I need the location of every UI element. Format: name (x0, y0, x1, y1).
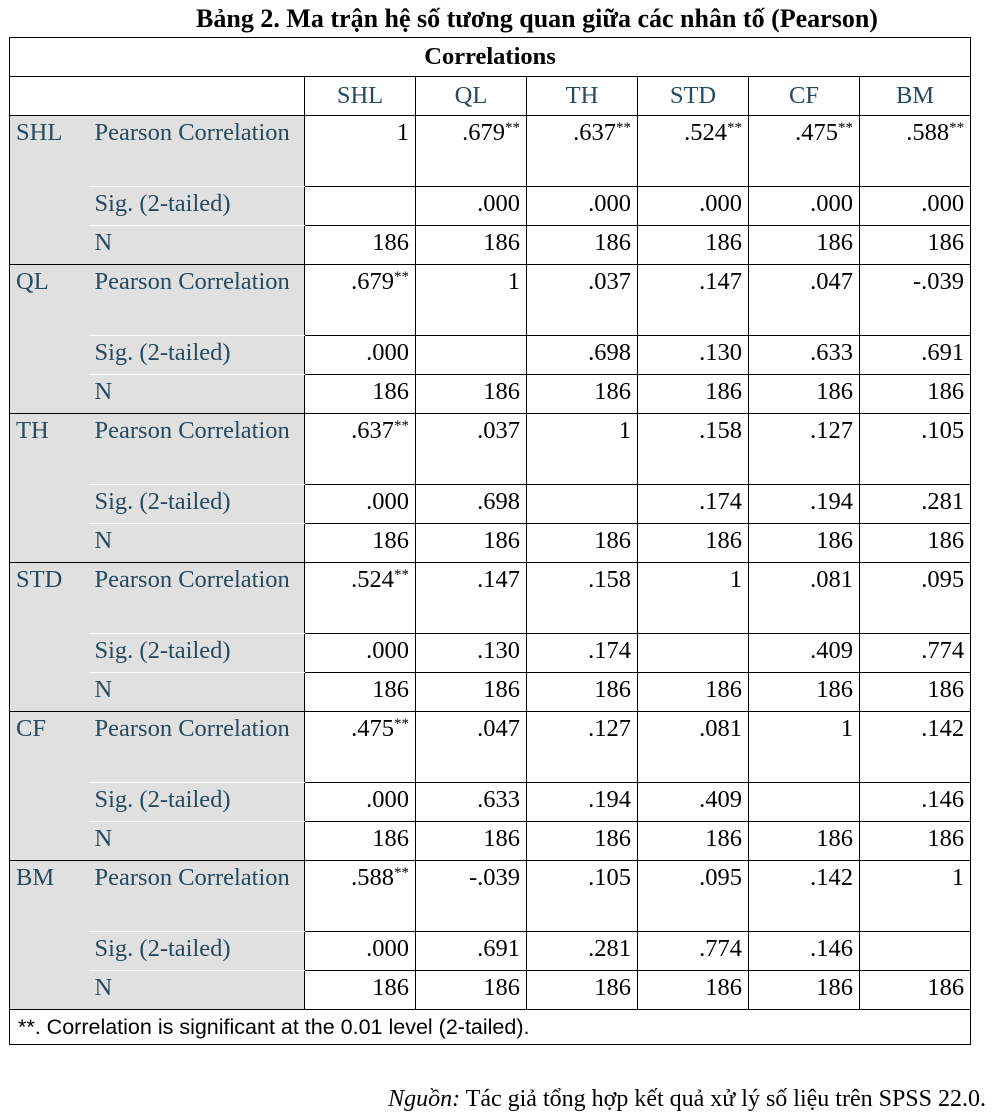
table-row (10, 971, 971, 1010)
cell-pearson (749, 861, 860, 932)
cell-n: 186 (638, 375, 749, 414)
cell-sig: .000 (305, 634, 416, 673)
table-row (10, 375, 971, 414)
cell-value: .127 (810, 417, 853, 444)
statistic-label: N (89, 375, 305, 414)
cell-sig: .691 (860, 336, 971, 375)
cell-pearson (416, 265, 527, 336)
cell-pearson (860, 563, 971, 634)
cell-value: .047 (477, 715, 520, 742)
cell-sig: .146 (749, 932, 860, 971)
cell-pearson (860, 861, 971, 932)
table-row (10, 116, 971, 187)
table-title-row (10, 38, 971, 77)
cell-value: 1 (396, 119, 409, 146)
cell-n: 186 (416, 673, 527, 712)
cell-value: .095 (921, 566, 965, 593)
cell-pearson (860, 712, 971, 783)
cell-value: 1 (951, 864, 965, 891)
statistic-label: N (89, 226, 305, 265)
cell-sig: .000 (305, 485, 416, 524)
cell-n: 186 (527, 226, 638, 265)
cell-n: 186 (416, 226, 527, 265)
significance-marker: ** (394, 418, 409, 434)
cell-sig: .774 (860, 634, 971, 673)
cell-n: 186 (416, 524, 527, 563)
cell-pearson (305, 116, 416, 187)
statistic-label: Sig. (2-tailed) (89, 485, 305, 524)
cell-value: .142 (810, 864, 853, 891)
table-row (10, 822, 971, 861)
cell-n: 186 (305, 971, 416, 1010)
significance-marker: ** (394, 567, 409, 583)
cell-n: 186 (860, 971, 971, 1010)
table-row (10, 712, 971, 783)
table-row (10, 783, 971, 822)
cell-n: 186 (860, 673, 971, 712)
cell-pearson (305, 712, 416, 783)
cell-sig: .000 (638, 187, 749, 226)
cell-sig: .146 (860, 783, 971, 822)
cell-pearson (638, 414, 749, 485)
source-text: Tác giả tổng hợp kết quả xử lý số liệu trên SPSS 22.0. (460, 1086, 986, 1112)
cell-value: .158 (588, 566, 631, 593)
significance-marker: ** (394, 865, 409, 881)
row-variable-label: TH (10, 414, 89, 563)
significance-marker: ** (505, 120, 520, 136)
cell-pearson (305, 265, 416, 336)
cell-value: .105 (588, 864, 631, 891)
table-row (10, 485, 971, 524)
cell-sig: .000 (749, 187, 860, 226)
cell-pearson (638, 861, 749, 932)
cell-pearson (527, 265, 638, 336)
table-row (10, 226, 971, 265)
cell-value: .679 (351, 268, 394, 295)
cell-sig: .174 (527, 634, 638, 673)
cell-sig (527, 485, 638, 524)
cell-value: 1 (840, 715, 853, 742)
table-title: Correlations (10, 38, 971, 77)
table-row (10, 524, 971, 563)
cell-sig: .409 (638, 783, 749, 822)
table-row (10, 673, 971, 712)
cell-sig: .691 (416, 932, 527, 971)
column-header: CF (749, 77, 860, 116)
cell-n: 186 (638, 226, 749, 265)
cell-n: 186 (749, 673, 860, 712)
statistic-label: Pearson Correlation (89, 265, 305, 336)
column-header: SHL (305, 77, 416, 116)
table-row (10, 414, 971, 485)
cell-pearson (749, 712, 860, 783)
cell-value: -.039 (468, 864, 520, 891)
cell-pearson (860, 414, 971, 485)
cell-value: .095 (699, 864, 742, 891)
significance-marker: ** (394, 716, 409, 732)
statistic-label: Sig. (2-tailed) (89, 783, 305, 822)
cell-n: 186 (749, 971, 860, 1010)
significance-marker: ** (394, 269, 409, 285)
row-variable-label: BM (10, 861, 89, 1010)
column-header: TH (527, 77, 638, 116)
column-header: BM (860, 77, 971, 116)
cell-pearson (305, 563, 416, 634)
cell-n: 186 (305, 673, 416, 712)
source-note (388, 1084, 986, 1114)
footnote (10, 1010, 971, 1045)
cell-n: 186 (305, 524, 416, 563)
cell-n: 186 (305, 226, 416, 265)
cell-value: 1 (729, 566, 742, 593)
cell-pearson (416, 116, 527, 187)
cell-n: 186 (527, 673, 638, 712)
row-variable-label: QL (10, 265, 89, 414)
cell-value: .081 (810, 566, 853, 593)
cell-pearson (749, 265, 860, 336)
cell-pearson (416, 563, 527, 634)
cell-pearson (305, 414, 416, 485)
source-label: Nguồn: (388, 1086, 461, 1112)
header-corner (10, 77, 305, 116)
column-header: STD (638, 77, 749, 116)
cell-pearson (527, 861, 638, 932)
statistic-label: N (89, 524, 305, 563)
cell-value: .147 (477, 566, 520, 593)
cell-value: .588 (906, 119, 950, 146)
table-row (10, 336, 971, 375)
table-row (10, 861, 971, 932)
significance-marker: ** (838, 120, 853, 136)
cell-sig (860, 932, 971, 971)
cell-sig: .281 (860, 485, 971, 524)
cell-n: 186 (749, 822, 860, 861)
column-header: QL (416, 77, 527, 116)
cell-value: 1 (618, 417, 631, 444)
footnote-text: . Correlation is significant at the 0.01 level (2-tailed). (34, 1015, 530, 1039)
cell-sig (305, 187, 416, 226)
footnote-marker: ** (18, 1015, 35, 1039)
cell-value: .037 (588, 268, 631, 295)
cell-value: .475 (351, 715, 394, 742)
cell-sig: .000 (527, 187, 638, 226)
cell-value: .081 (699, 715, 742, 742)
row-variable-label: CF (10, 712, 89, 861)
significance-marker: ** (949, 120, 965, 136)
significance-marker: ** (727, 120, 742, 136)
cell-sig: .633 (416, 783, 527, 822)
cell-sig (638, 634, 749, 673)
cell-pearson (638, 116, 749, 187)
cell-pearson (305, 861, 416, 932)
cell-sig: .633 (749, 336, 860, 375)
statistic-label: N (89, 822, 305, 861)
statistic-label: Pearson Correlation (89, 116, 305, 187)
table-row (10, 634, 971, 673)
cell-sig: .698 (527, 336, 638, 375)
cell-sig: .130 (416, 634, 527, 673)
cell-n: 186 (527, 822, 638, 861)
statistic-label: Sig. (2-tailed) (89, 932, 305, 971)
table-caption: Bảng 2. Ma trận hệ số tương quan giữa các nhân tố (Pearson) (196, 4, 878, 33)
cell-pearson (416, 861, 527, 932)
cell-n: 186 (860, 226, 971, 265)
statistic-label: N (89, 673, 305, 712)
cell-sig: .698 (416, 485, 527, 524)
cell-pearson (416, 414, 527, 485)
table-row (10, 265, 971, 336)
cell-n: 186 (305, 375, 416, 414)
statistic-label: Pearson Correlation (89, 563, 305, 634)
cell-sig: .000 (305, 336, 416, 375)
cell-value: .524 (684, 119, 727, 146)
correlations-table (9, 37, 971, 1045)
cell-n: 186 (527, 524, 638, 563)
cell-n: 186 (860, 375, 971, 414)
cell-value: 1 (507, 268, 520, 295)
cell-pearson (860, 116, 971, 187)
cell-sig (749, 783, 860, 822)
cell-n: 186 (749, 226, 860, 265)
cell-sig: .409 (749, 634, 860, 673)
cell-n: 186 (860, 822, 971, 861)
cell-pearson (416, 712, 527, 783)
statistic-label: Pearson Correlation (89, 414, 305, 485)
cell-n: 186 (416, 971, 527, 1010)
cell-value: .524 (351, 566, 394, 593)
cell-value: .105 (921, 417, 965, 444)
cell-value: .147 (699, 268, 742, 295)
cell-pearson (749, 563, 860, 634)
table-row (10, 563, 971, 634)
cell-pearson (527, 712, 638, 783)
cell-n: 186 (638, 673, 749, 712)
cell-n: 186 (416, 375, 527, 414)
cell-sig: .000 (416, 187, 527, 226)
cell-pearson (527, 116, 638, 187)
cell-value: .679 (462, 119, 505, 146)
cell-sig: .000 (860, 187, 971, 226)
row-variable-label: SHL (10, 116, 89, 265)
cell-value: .637 (573, 119, 616, 146)
cell-n: 186 (860, 524, 971, 563)
table-row (10, 187, 971, 226)
cell-value: .158 (699, 417, 742, 444)
statistic-label: Sig. (2-tailed) (89, 336, 305, 375)
cell-n: 186 (638, 822, 749, 861)
table-row (10, 932, 971, 971)
cell-sig: .281 (527, 932, 638, 971)
column-header-row (10, 77, 971, 116)
cell-value: .637 (351, 417, 394, 444)
cell-n: 186 (749, 524, 860, 563)
cell-n: 186 (416, 822, 527, 861)
cell-pearson (638, 712, 749, 783)
cell-pearson (860, 265, 971, 336)
statistic-label: Pearson Correlation (89, 712, 305, 783)
cell-n: 186 (527, 971, 638, 1010)
cell-sig: .174 (638, 485, 749, 524)
cell-value: .475 (795, 119, 838, 146)
cell-sig: .194 (527, 783, 638, 822)
cell-sig: .000 (305, 783, 416, 822)
statistic-label: Pearson Correlation (89, 861, 305, 932)
footnote-row (10, 1010, 971, 1045)
cell-value: .142 (921, 715, 965, 742)
cell-n: 186 (527, 375, 638, 414)
cell-sig: .194 (749, 485, 860, 524)
cell-sig: .130 (638, 336, 749, 375)
cell-pearson (527, 414, 638, 485)
significance-marker: ** (616, 120, 631, 136)
cell-n: 186 (638, 524, 749, 563)
cell-n: 186 (305, 822, 416, 861)
cell-pearson (638, 563, 749, 634)
cell-sig: .774 (638, 932, 749, 971)
cell-value: .588 (351, 864, 394, 891)
cell-value: .127 (588, 715, 631, 742)
statistic-label: N (89, 971, 305, 1010)
statistic-label: Sig. (2-tailed) (89, 187, 305, 226)
cell-pearson (749, 116, 860, 187)
cell-value: .047 (810, 268, 853, 295)
cell-pearson (638, 265, 749, 336)
cell-sig: .000 (305, 932, 416, 971)
cell-n: 186 (749, 375, 860, 414)
cell-pearson (749, 414, 860, 485)
cell-pearson (527, 563, 638, 634)
cell-value: .037 (477, 417, 520, 444)
statistic-label: Sig. (2-tailed) (89, 634, 305, 673)
cell-value: -.039 (913, 268, 965, 295)
row-variable-label: STD (10, 563, 89, 712)
cell-sig (416, 336, 527, 375)
cell-n: 186 (638, 971, 749, 1010)
